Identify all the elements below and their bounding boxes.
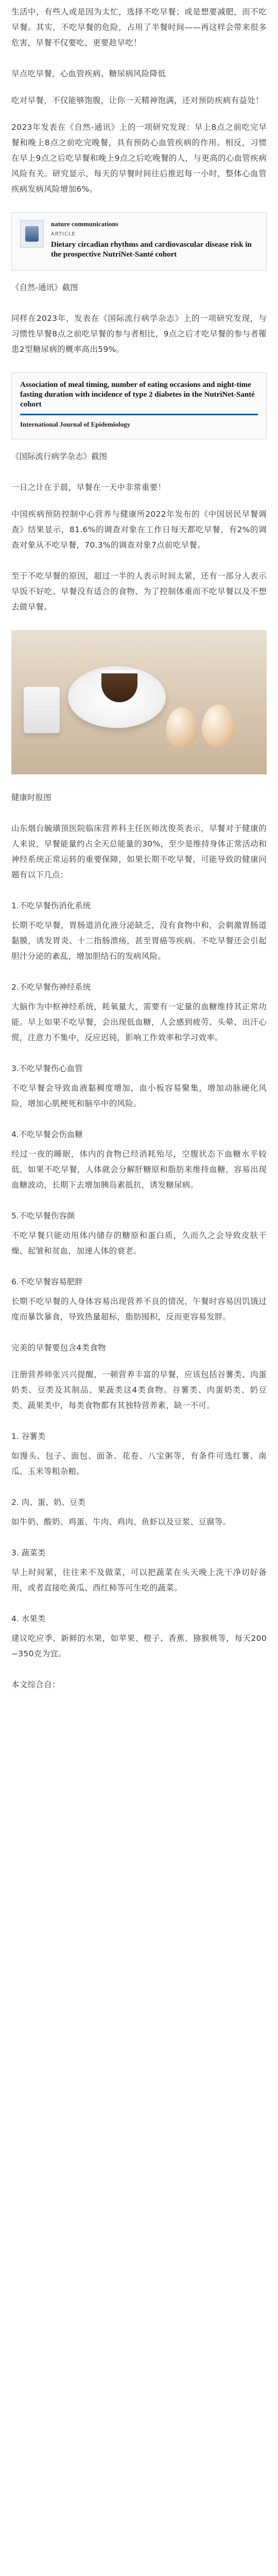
article-title: Dietary circadian rhythms and cardiovascular disease risk in the prospective NutriNet-Santé cohort — [51, 241, 252, 259]
harm-text: 大脑作为中枢神经系统，耗氧量大，需要有一定量的血糖维持其正常功能。早上如果不吃早餐，会出现低血糖，人会感到疲劳、头晕、出汗心慌，注意力不集中，反应迟钝，影响工作效率和学习效率。 — [11, 1002, 267, 1042]
egg-image — [166, 707, 198, 748]
paragraph: 一日之计在于晨，早餐在一天中非常重要！ — [11, 483, 166, 492]
harm-heading: 5.不吃早餐伤容颜 — [11, 1211, 75, 1221]
article-title: Association of meal timing, number of eating occasions and night-time fasting duration with incidence of type 2 diabetes in the NutriNet-Santé cohort — [20, 381, 255, 409]
food-text: 建议吃应季、新鲜的水果，如苹果、橙子、香蕉、猕猴桃等，每天200~350克为宜。 — [11, 1634, 267, 1658]
harm-heading: 6.不吃早餐容易肥胖 — [11, 1277, 83, 1286]
harm-text: 不吃早餐只能动用体内储存的糖原和蛋白质，久而久之会导致皮肤干燥、起皱和贫血，加速人体的衰老。 — [11, 1231, 267, 1256]
food-text: 如馒头、包子、面包、面条、花卷、八宝粥等，有条件可选红薯、南瓜、玉米等粗杂粮。 — [11, 1451, 267, 1476]
paragraph: 吃对早餐，不仅能够饱腹，让你一天精神饱满，还对预防疾病有益处！ — [11, 96, 264, 105]
food-text: 如牛奶、酸奶、鸡蛋、牛肉、鸡肉、鱼虾以及豆浆、豆腐等。 — [11, 1517, 231, 1527]
paragraph: 山东烟台毓璜顶医院临床营养科主任医师沈俊英表示，早餐对于健康的人来说，早餐能量约占全天总能量的30%，至少是维持身体正常活动和神经系统正常运转的重要保障，如果长期不吃早餐，可能导致的健康问题有以下几点： — [11, 824, 267, 879]
journal-name: nature communications — [51, 220, 118, 228]
egg-image — [202, 705, 235, 747]
paragraph: 2023年发表在《自然-通讯》上的一项研究发现：早上8点之前吃完早餐和晚上8点之前吃完晚餐，具有预防心血管疾病的作用。相反，习惯在早上9点之后吃早餐和晚上9点之后吃晚餐的人，与更高的心血管疾病风险有关。研究显示，每天的早餐时间往后推迟每一小时，整体心血管疾病发病风险增加6%。 — [11, 123, 267, 194]
journal-screenshot-ije — [11, 372, 267, 439]
closing-line: 本文综合自： — [11, 1680, 60, 1689]
harm-text: 不吃早餐会导致血液黏稠度增加，血小板容易聚集，增加动脉硬化风险，增加心肌梗死和脑卒中的风险。 — [11, 1083, 267, 1108]
food-heading: 4. 水果类 — [11, 1614, 46, 1623]
food-heading: 1. 谷薯类 — [11, 1432, 46, 1441]
journal-cover-icon — [20, 220, 44, 248]
article-type: ARTICLE — [51, 231, 76, 237]
harm-heading: 2.不吃早餐伤神经系统 — [11, 982, 91, 992]
harm-heading: 1.不吃早餐伤消化系统 — [11, 901, 91, 910]
image-caption: 《国际流行病学杂志》截图 — [11, 452, 108, 461]
cup-image — [24, 687, 60, 733]
food-heading: 2. 肉、蛋、奶、豆类 — [11, 1498, 85, 1507]
harm-text: 长期不吃早餐，胃肠道消化液分泌缺乏，没有食物中和，会刺激胃肠道黏膜，诱发胃炎、十二指肠溃疡，甚至胃癌等疾病。不吃早餐还会引起胆汁分泌的紊乱，增加胆结石的发病风险。 — [11, 921, 267, 961]
harm-heading: 4.不吃早餐会伤血糖 — [11, 1130, 83, 1139]
paragraph: 注册营养师张兴兴提醒，一顿营养丰富的早餐，应该包括谷薯类、肉蛋奶类、豆类及其制品、果蔬类这4类食物。谷薯类、肉蛋奶类、奶豆类、蔬果类中，每类食物都有其独特营养素，缺一不可。 — [11, 1370, 267, 1410]
paragraph: 至于不吃早餐的原因，超过一半的人表示时间太紧，还有一部分人表示早饭不好吃、早餐没有适合的食物、为了控制体重而不吃早餐以及不想去做早餐。 — [11, 571, 267, 612]
image-caption: 健康时报图 — [11, 793, 51, 802]
section-title: 完美的早餐要包含4类食物 — [11, 1343, 106, 1352]
harm-text: 长期不吃早餐的人身体容易出现营养不良的情况，午餐时容易因饥饿过度而暴饮暴食，导致热量超标，脂肪囤积，反而更容易发胖。 — [11, 1297, 267, 1321]
journal-name: International Journal of Epidemiology — [20, 420, 131, 428]
image-caption: 《自然-通讯》截图 — [11, 283, 78, 292]
section-title: 早点吃早餐，心血管疾病、糖尿病风险降低 — [11, 69, 166, 78]
harms-list — [11, 898, 267, 1325]
divider — [20, 414, 258, 415]
paragraph: 中国疾病预防控制中心营养与健康所2022年发布的《中国居民早餐调查》结果显示，81.6%的调查对象在工作日每天都吃早餐，有2%的调查对象从不吃早餐，70.3%的调查对象7点前吃早餐。 — [11, 510, 267, 550]
harm-heading: 3.不吃早餐伤心血管 — [11, 1064, 83, 1073]
harm-text: 经过一夜的睡眠，体内的食物已经消耗殆尽，空腹状态下血糖水平较低，如果不吃早餐，人体就会分解肝糖原和脂肪来维持血糖，容易出现血糖波动，长期下去增加胰岛素抵抗，诱发糖尿病。 — [11, 1149, 267, 1190]
paragraph: 同样在2023年，发表在《国际流行病学杂志》上的一项研究发现，与习惯性早餐8点之前吃早餐的参与者相比，9点之后才吃早餐的参与者罹患2型糖尿病的概率高出59%。 — [11, 314, 267, 354]
food-text: 早上时间紧，往往来不及做菜，可以把蔬菜在头天晚上洗干净切好备用，或者直接吃黄瓜、西红柿等可生吃的蔬菜。 — [11, 1568, 267, 1592]
journal-screenshot-nature — [11, 212, 267, 270]
food-heading: 3. 蔬菜类 — [11, 1548, 46, 1557]
food-groups-list — [11, 1429, 267, 1662]
breakfast-photo — [11, 630, 267, 774]
intro-paragraph: 生活中，有些人或是因为太忙，选择不吃早餐；或是想要减肥，而不吃早餐。其实，不吃早餐的危险，占用了半餐时间——再这样会带来很多危害，早餐不仅要吃，更要趁早吃！ — [11, 7, 267, 47]
